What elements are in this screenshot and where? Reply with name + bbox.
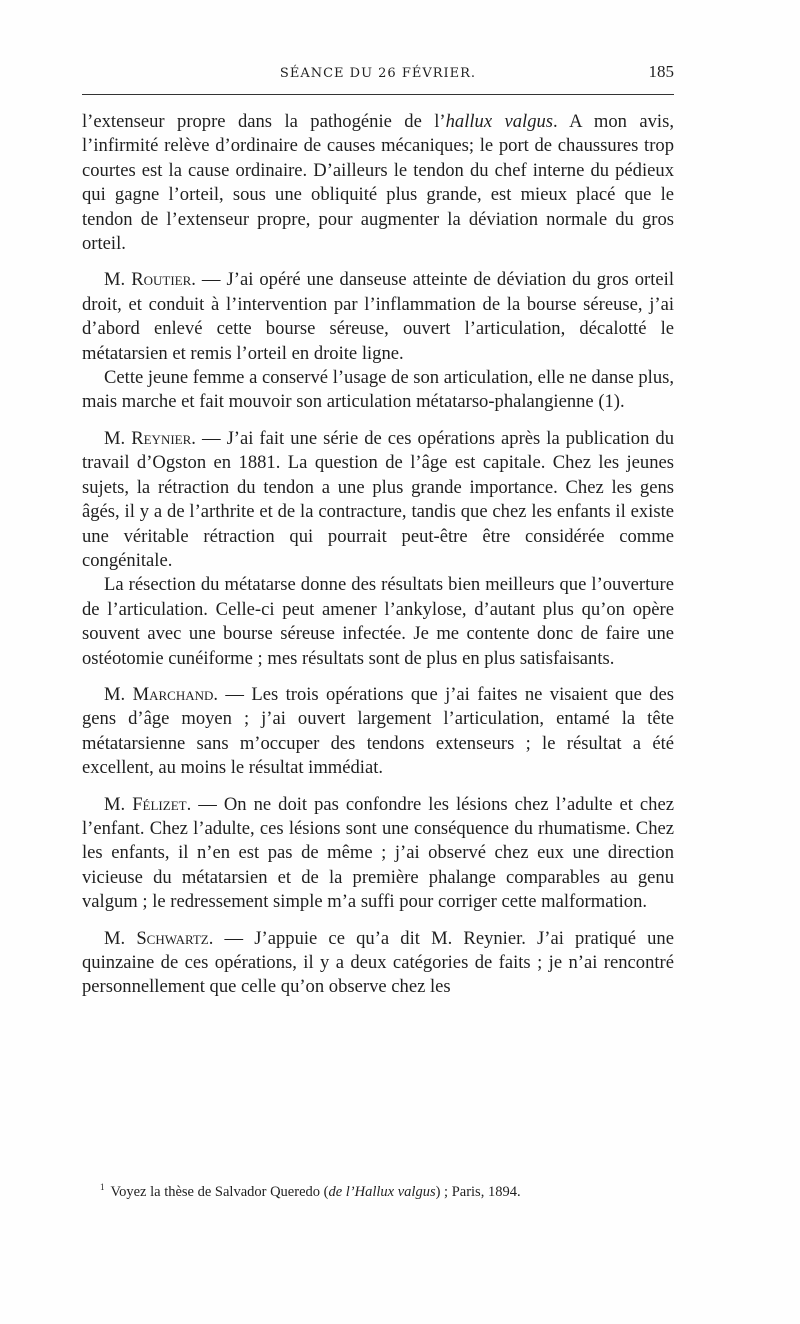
text-run: M.: [104, 927, 137, 949]
footnote-marker: 1: [100, 1182, 105, 1192]
text-run: Voyez la thèse de Salvador Queredo (: [110, 1183, 329, 1200]
text-run: M.: [104, 427, 132, 449]
paragraph: [82, 366, 674, 415]
header-rule: [82, 94, 674, 95]
speaker-name: Routier: [131, 269, 192, 291]
speaker-name: Schwartz: [136, 927, 209, 949]
text-run: M.: [104, 269, 132, 291]
paragraph: [82, 268, 674, 366]
page-number: 185: [648, 62, 674, 81]
paragraph: [82, 573, 674, 671]
text-run: Cette jeune femme a conservé l’usage de son articulation, elle ne danse plus, mais marche et fait mouvoir son articulation métatarso-phalangienne (1).: [82, 367, 674, 413]
paragraph: [82, 927, 674, 1000]
text-run: l’extenseur propre dans la pathogénie de l’: [82, 111, 446, 132]
italic-text: hallux valgus: [445, 111, 554, 132]
text-run: M.: [104, 793, 133, 815]
text-run: . — J’ai fait une série de ces opérations après la publication du travail d’Ogston en 1881. La question de l’âge est capitale. Chez les jeunes sujets, la rétraction du tendon a une plus grande importance. Chez les gens âgés, il y a de l’arthrite et de la contracture, tandis que chez les enfants il existe une véritable rétraction qui pourrait peut-être être considérée comme congénitale.: [82, 427, 674, 571]
running-title: SÉANCE DU 26 FÉVRIER.: [279, 66, 477, 81]
text-run: La résection du métatarse donne des résultats bien meilleurs que l’ouverture de l’articulation. Celle-ci peut amener l’ankylose, d’autant plus qu’on opère souvent avec une bourse séreuse infectée. Je me contente donc de faire une ostéotomie cunéiforme ; mes résultats sont de plus en plus satisfaisants.: [82, 574, 674, 669]
text-run: . — J’appuie ce qu’a dit M. Reynier. J’ai pratiqué une quinzaine de ces opérations, il y a deux catégories de faits ; je n’ai rencontré personnellement que celle qu’on observe chez les: [82, 927, 674, 998]
paragraph: [82, 110, 674, 256]
body-text: [82, 110, 674, 1000]
text-run: M.: [104, 683, 133, 705]
speaker-name: Félizet: [132, 793, 187, 815]
text-run: . — J’ai opéré une danseuse atteinte de déviation du gros orteil droit, et conduit à l’intervention par l’inflammation de la bourse séreuse, j’ai d’abord enlevé cette bourse séreuse, ouvert l’articulation, décalotté le métatarsien et remis l’orteil en droite ligne.: [82, 269, 674, 364]
text-run: ) ; Paris, 1894.: [435, 1183, 521, 1200]
footnote: [100, 1178, 674, 1201]
paragraph: [82, 793, 674, 915]
paragraph: [82, 683, 674, 781]
text-run: . A mon avis, l’infirmité relève d’ordinaire de causes mécaniques; le port de chaussures trop courtes est la cause ordinaire. D’ailleurs le tendon du chef interne du pédieux qui gagne l’orteil, sous une obliquité plus grande, est mieux placé que le tendon de l’extenseur propre, pour augmenter la déviation normale du gros orteil.: [82, 111, 674, 255]
text-run: . — Les trois opérations que j’ai faites ne visaient que des gens d’âge moyen ; j’ai ouvert largement l’articulation, entamé la tête métatarsienne sans m’occuper des tendons extenseurs ; le résultat a été excellent, au moins le résultat immédiat.: [82, 683, 674, 779]
paragraph: [82, 427, 674, 573]
italic-text: de l’Hallux valgus: [328, 1183, 436, 1200]
speaker-name: Marchand: [132, 683, 214, 705]
running-head: [82, 60, 674, 88]
speaker-name: Reynier: [131, 427, 192, 449]
text-run: . — On ne doit pas confondre les lésions chez l’adulte et chez l’enfant. Chez l’adulte, ces lésions sont une conséquence du rhumatisme. Chez les enfants, il n’en est pas de même ; j’ai observé chez eux une direction vicieuse du métatarsien et de la première phalange comparables au genu valgum ; le redressement simple m’a suffi pour corriger cette malformation.: [82, 793, 674, 913]
